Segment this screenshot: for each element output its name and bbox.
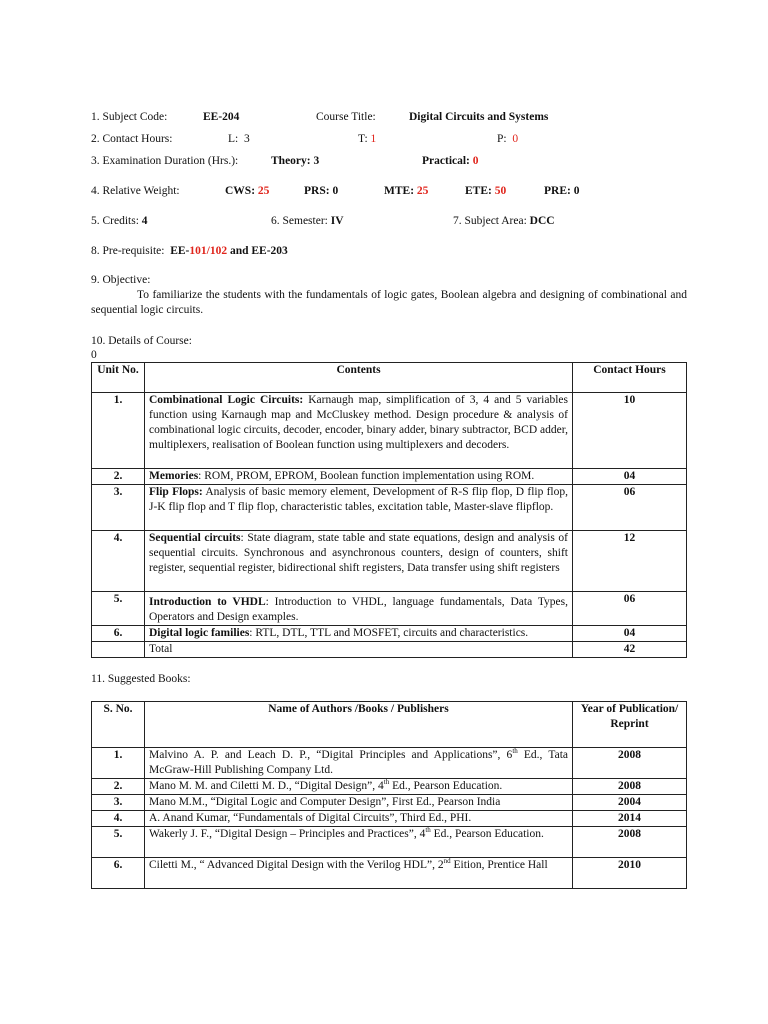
total-blank — [92, 642, 145, 658]
subject-code: EE-204 — [203, 111, 240, 123]
unit-contents: Flip Flops: Analysis of basic memory element, Development of R-S flip flop, D flip flop, J-K flip flop and T flip flop, characteristic tables, excitation table, Master-slave flipflop. — [145, 485, 573, 531]
name-header: Name of Authors /Books / Publishers — [145, 702, 573, 748]
table-row — [92, 779, 687, 795]
book-entry: Wakerly J. F., “Digital Design – Principles and Practices”, 4th Ed., Pearson Education. — [145, 827, 573, 858]
book-entry: Mano M.M., “Digital Logic and Computer Design”, First Ed., Pearson India — [145, 795, 573, 811]
unit-contents: Introduction to VHDL: Introduction to VHDL, language fundamentals, Data Types, Operators and Design examples. — [145, 592, 573, 626]
table-row — [92, 485, 687, 531]
ete-weight: ETE: 50 — [465, 185, 507, 197]
book-year: 2014 — [573, 811, 687, 827]
unit-hours: 04 — [573, 469, 687, 485]
table-row — [92, 827, 687, 858]
course-title-label: Course Title: — [316, 111, 376, 123]
unit-contents: Sequential circuits: State diagram, state table and state equations, design and analysis of sequential circuits. Synchronous and asynchronous counters, design of counters, shift register, sequential register, bidirectional shift registers, Data transfer using shift registers — [145, 531, 573, 592]
course-table — [91, 362, 687, 658]
unit-contents: Combinational Logic Circuits: Karnaugh map, simplification of 3, 4 and 5 variables function using Karnaugh map and McCluskey method. Design procedure & analysis of combinational logic circuits, decoder, encoder, binary adder, binary subtractor, BCD adder, multiplexers, realisation of Boolean function using multiplexers and decoders. — [145, 393, 573, 469]
prerequisite: 8. Pre-requisite: EE-101/102 and EE-203 — [91, 245, 288, 257]
pre-weight: PRE: 0 — [544, 185, 580, 197]
lecture-hours: L: 3 — [228, 133, 250, 145]
book-no: 2. — [92, 779, 145, 795]
cws-weight: CWS: 25 — [225, 185, 270, 197]
unit-hours: 06 — [573, 485, 687, 531]
hours-header: Contact Hours — [573, 363, 687, 393]
book-entry: Malvino A. P. and Leach D. P., “Digital Principles and Applications”, 6th Ed., Tata McGraw-Hill Publishing Company Ltd. — [145, 748, 573, 779]
table-row — [92, 469, 687, 485]
table-row — [92, 858, 687, 889]
unit-header: Unit No. — [92, 363, 145, 393]
unit-no: 3. — [92, 485, 145, 531]
table-row — [92, 748, 687, 779]
table-row — [92, 626, 687, 642]
book-no: 5. — [92, 827, 145, 858]
semester: 6. Semester: IV — [271, 215, 344, 227]
course-table-header — [92, 363, 687, 393]
book-year: 2008 — [573, 827, 687, 858]
course-details-label: 10. Details of Course: — [91, 335, 192, 347]
unit-hours: 04 — [573, 626, 687, 642]
unit-no: 5. — [92, 592, 145, 626]
table-row — [92, 592, 687, 626]
book-entry: Mano M. M. and Ciletti M. D., “Digital Design”, 4th Ed., Pearson Education. — [145, 779, 573, 795]
course-title: Digital Circuits and Systems — [409, 111, 549, 123]
unit-hours: 06 — [573, 592, 687, 626]
unit-no: 4. — [92, 531, 145, 592]
total-hours: 42 — [573, 642, 687, 658]
books-table-header — [92, 702, 687, 748]
unit-hours: 10 — [573, 393, 687, 469]
book-entry: Ciletti M., “ Advanced Digital Design with the Verilog HDL”, 2nd Eition, Prentice Hall — [145, 858, 573, 889]
book-no: 3. — [92, 795, 145, 811]
exam-duration-label: 3. Examination Duration (Hrs.): — [91, 155, 239, 167]
book-year: 2004 — [573, 795, 687, 811]
table-row — [92, 795, 687, 811]
stray-zero: 0 — [91, 349, 97, 361]
total-row — [92, 642, 687, 658]
prs-weight: PRS: 0 — [304, 185, 339, 197]
book-year: 2010 — [573, 858, 687, 889]
contact-hours-label: 2. Contact Hours: — [91, 133, 173, 145]
unit-contents: Digital logic families: RTL, DTL, TTL and MOSFET, circuits and characteristics. — [145, 626, 573, 642]
total-label: Total — [145, 642, 573, 658]
book-year: 2008 — [573, 779, 687, 795]
relative-weight-label: 4. Relative Weight: — [91, 185, 180, 197]
table-row — [92, 531, 687, 592]
year-header: Year of Publication/ Reprint — [573, 702, 687, 748]
book-year: 2008 — [573, 748, 687, 779]
table-row — [92, 811, 687, 827]
sno-header: S. No. — [92, 702, 145, 748]
books-label: 11. Suggested Books: — [91, 673, 191, 685]
unit-contents: Memories: ROM, PROM, EPROM, Boolean function implementation using ROM. — [145, 469, 573, 485]
objective-label: 9. Objective: — [91, 274, 151, 286]
subject-area: 7. Subject Area: DCC — [453, 215, 555, 227]
table-row — [92, 393, 687, 469]
books-table — [91, 701, 687, 889]
book-no: 4. — [92, 811, 145, 827]
tutorial-hours: T: 1 — [358, 133, 377, 145]
theory-duration: Theory: 3 — [271, 155, 320, 167]
practical-hours: P: 0 — [497, 133, 519, 145]
contents-header: Contents — [145, 363, 573, 393]
practical-duration: Practical: 0 — [422, 155, 479, 167]
book-entry: A. Anand Kumar, “Fundamentals of Digital Circuits”, Third Ed., PHI. — [145, 811, 573, 827]
unit-no: 1. — [92, 393, 145, 469]
credits: 5. Credits: 4 — [91, 215, 148, 227]
unit-no: 2. — [92, 469, 145, 485]
unit-no: 6. — [92, 626, 145, 642]
book-no: 1. — [92, 748, 145, 779]
mte-weight: MTE: 25 — [384, 185, 429, 197]
unit-hours: 12 — [573, 531, 687, 592]
subject-code-label: 1. Subject Code: — [91, 111, 168, 123]
book-no: 6. — [92, 858, 145, 889]
objective-text: To familiarize the students with the fundamentals of logic gates, Boolean algebra and designing of combinational and sequential logic circuits. — [91, 289, 687, 316]
